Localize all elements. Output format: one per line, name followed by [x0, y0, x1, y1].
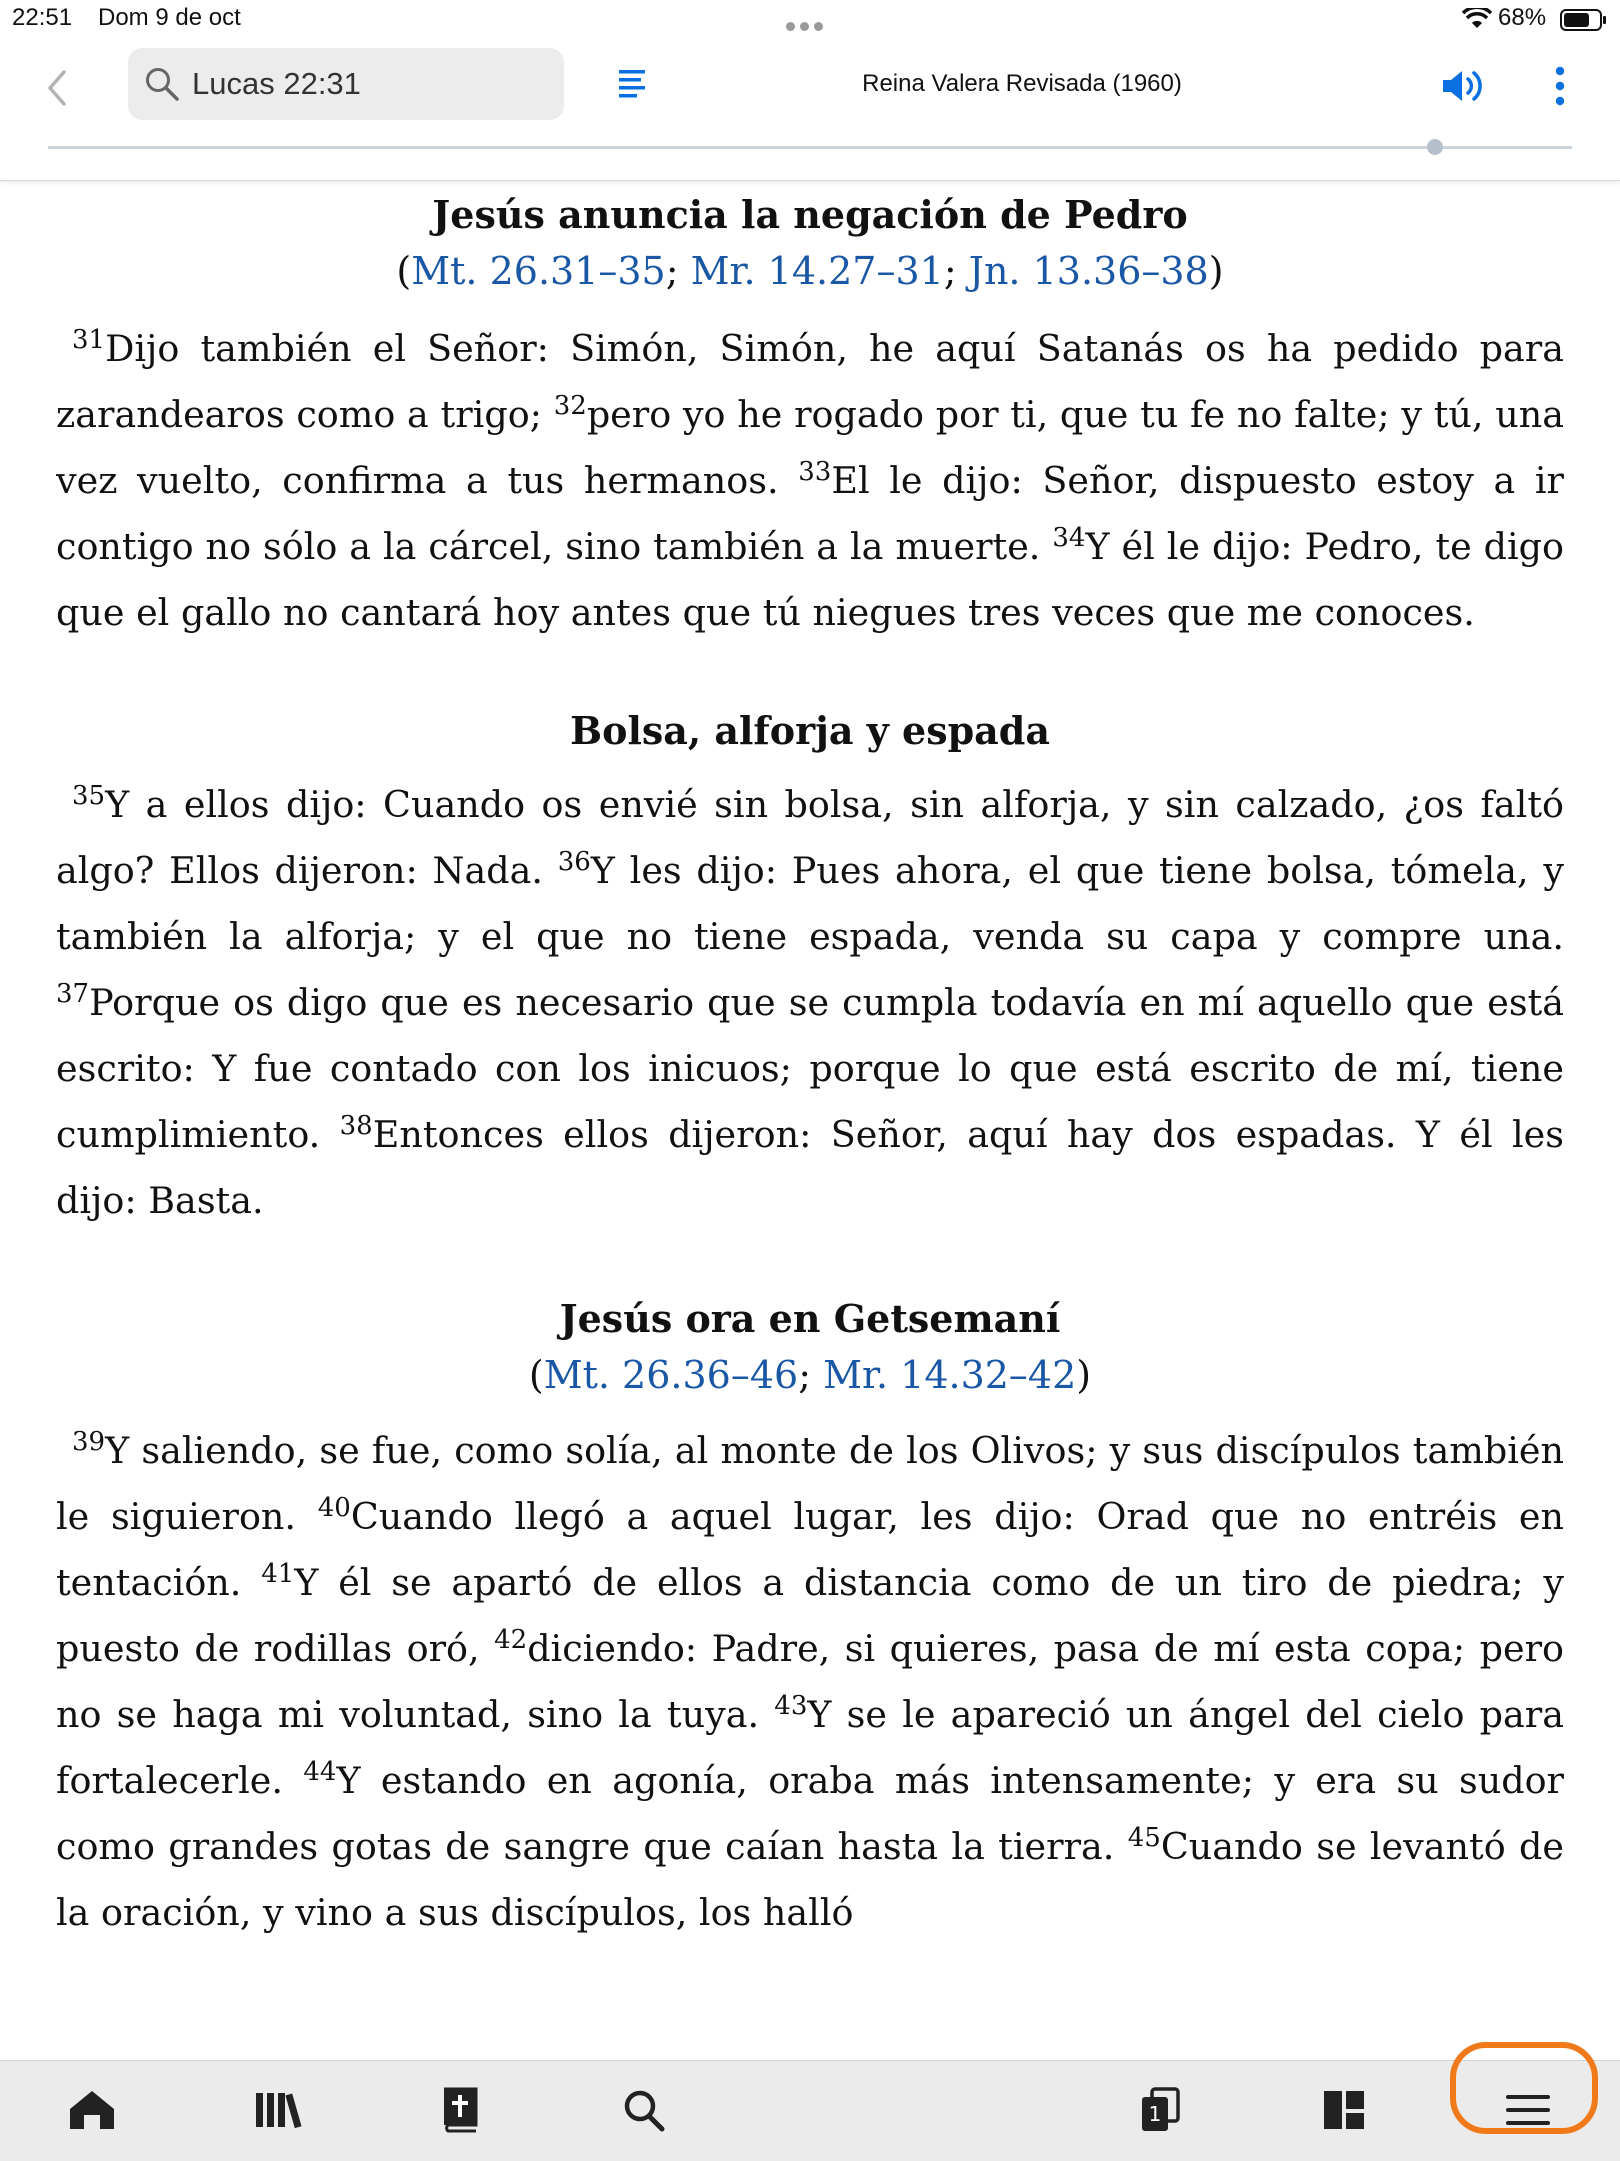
- verse-number: 34: [1052, 522, 1086, 553]
- verse-text: Y saliendo, se fue, como solía, al monte de los Olivos; y sus discípulos también le siguieron.: [56, 1429, 1564, 1538]
- wifi-icon: [1462, 8, 1492, 30]
- cross-reference-link[interactable]: Mr. 14.32–42: [823, 1353, 1077, 1397]
- verse-number: 33: [798, 456, 832, 487]
- magnifier-icon: [144, 66, 180, 102]
- verse-paragraph: [56, 772, 1564, 1234]
- bible-version-button[interactable]: Reina Valera Revisada (1960): [862, 70, 1182, 97]
- layout-icon[interactable]: [1316, 2085, 1372, 2135]
- verse-text: Cuando llegó a aquel lugar, les dijo: Orad que no entréis en tentación.: [56, 1495, 1564, 1604]
- multitasking-dots-icon[interactable]: [786, 18, 830, 28]
- verse-number: 40: [317, 1492, 351, 1523]
- verse-number: 31: [72, 324, 106, 355]
- verse-text: El le dijo: Señor, dispuesto estoy a ir contigo no sólo a la cárcel, sino también a la muerte.: [56, 459, 1564, 568]
- cross-reference-link[interactable]: Jn. 13.36–38: [968, 249, 1209, 293]
- verse-paragraph: [56, 316, 1564, 646]
- copy-icon[interactable]: [1132, 2085, 1188, 2135]
- verse-number: 43: [774, 1690, 808, 1721]
- verse-text: Entonces ellos dijeron: Señor, aquí hay dos espadas. Y él les dijo: Basta.: [56, 1113, 1564, 1222]
- verse-number: 44: [303, 1756, 337, 1787]
- bible-icon[interactable]: [432, 2085, 488, 2135]
- verse-text: Dijo también el Señor: Simón, Simón, he aquí Satanás os ha pedido para zarandearos como a trigo;: [56, 327, 1564, 436]
- status-time: 22:51: [12, 4, 73, 31]
- verse-number: 32: [553, 390, 587, 421]
- verse-number: 36: [557, 846, 591, 877]
- verse-text: Y él le dijo: Pedro, te digo que el gallo no cantará hoy antes que tú niegues tres veces que me conoces.: [56, 525, 1564, 634]
- passage-search-input[interactable]: [128, 48, 564, 120]
- verse-text: Y estando en agonía, oraba más intensamente; y era su sudor como grandes gotas de sangre que caían hasta la tierra.: [56, 1759, 1564, 1868]
- table-of-contents-icon[interactable]: [616, 68, 648, 102]
- verse-number: 45: [1127, 1822, 1161, 1853]
- verse-number: 38: [339, 1110, 373, 1141]
- status-date: Dom 9 de oct: [98, 4, 241, 31]
- verse-text: Y a ellos dijo: Cuando os envié sin bolsa, sin alforja, y sin calzado, ¿os faltó algo? Ellos dijeron: Nada.: [56, 783, 1564, 892]
- cross-reference-link[interactable]: Mr. 14.27–31: [690, 249, 944, 293]
- menu-icon[interactable]: [1500, 2085, 1556, 2135]
- cross-reference-link[interactable]: Mt. 26.31–35: [411, 249, 666, 293]
- reader-toolbar: [0, 40, 1620, 181]
- battery-icon: [1560, 9, 1606, 31]
- cross-reference-link[interactable]: Mt. 26.36–46: [543, 1353, 799, 1397]
- verse-number: 41: [261, 1558, 295, 1589]
- verse-number: 35: [72, 780, 106, 811]
- back-chevron-icon[interactable]: [42, 68, 72, 108]
- verse-text: pero yo he rogado por ti, que tu fe no falte; y tú, una vez vuelto, confirma a tus hermanos.: [56, 393, 1564, 502]
- verse-text: Y él se apartó de ellos a distancia como de un tiro de piedra; y puesto de rodillas oró,: [56, 1561, 1564, 1670]
- section-heading: Jesús ora en Getsemaní: [559, 1296, 1061, 1341]
- verse-text: Porque os digo que es necesario que se cumpla todavía en mí aquello que está escrito: Y fue contado con los inicuos; porque lo que está escrito de mí, tiene cumplimiento.: [56, 981, 1564, 1156]
- status-bar: [0, 0, 1620, 40]
- library-icon[interactable]: [250, 2085, 306, 2135]
- battery-percent: 68%: [1498, 4, 1547, 31]
- cross-references: (Mt. 26.31–35; Mr. 14.27–31; Jn. 13.36–38): [396, 249, 1224, 293]
- cross-references: (Mt. 26.36–46; Mr. 14.32–42): [528, 1353, 1092, 1397]
- reading-progress-knob[interactable]: [1427, 139, 1443, 155]
- verse-text: Y les dijo: Pues ahora, el que tiene bolsa, tómela, y también la alforja; y el que no tiene espada, venda su capa y compre una.: [56, 849, 1564, 958]
- verse-text: Cuando se levantó de la oración, y vino a sus discípulos, los halló: [56, 1825, 1564, 1934]
- home-icon[interactable]: [64, 2085, 120, 2135]
- speaker-icon[interactable]: [1440, 66, 1486, 106]
- bible-text: [56, 180, 1564, 2060]
- svg-text:1: 1: [1148, 2102, 1162, 2126]
- verse-paragraph: [56, 1418, 1564, 1946]
- verse-number: 42: [494, 1624, 528, 1655]
- verse-number: 39: [72, 1426, 106, 1457]
- search-icon[interactable]: [616, 2085, 672, 2135]
- verse-text: diciendo: Padre, si quieres, pasa de mí esta copa; pero no se haga mi voluntad, sino la tuya.: [56, 1627, 1564, 1736]
- section-heading: Bolsa, alforja y espada: [569, 708, 1050, 753]
- more-options-icon[interactable]: [1548, 64, 1572, 108]
- reading-progress-track[interactable]: [48, 146, 1572, 149]
- verse-text: Y se le apareció un ángel del cielo para fortalecerle.: [56, 1693, 1564, 1802]
- search-value: Lucas 22:31: [192, 66, 361, 101]
- bottom-tab-bar: [0, 2060, 1620, 2161]
- section-heading: Jesús anuncia la negación de Pedro: [432, 192, 1188, 237]
- verse-number: 37: [56, 978, 90, 1009]
